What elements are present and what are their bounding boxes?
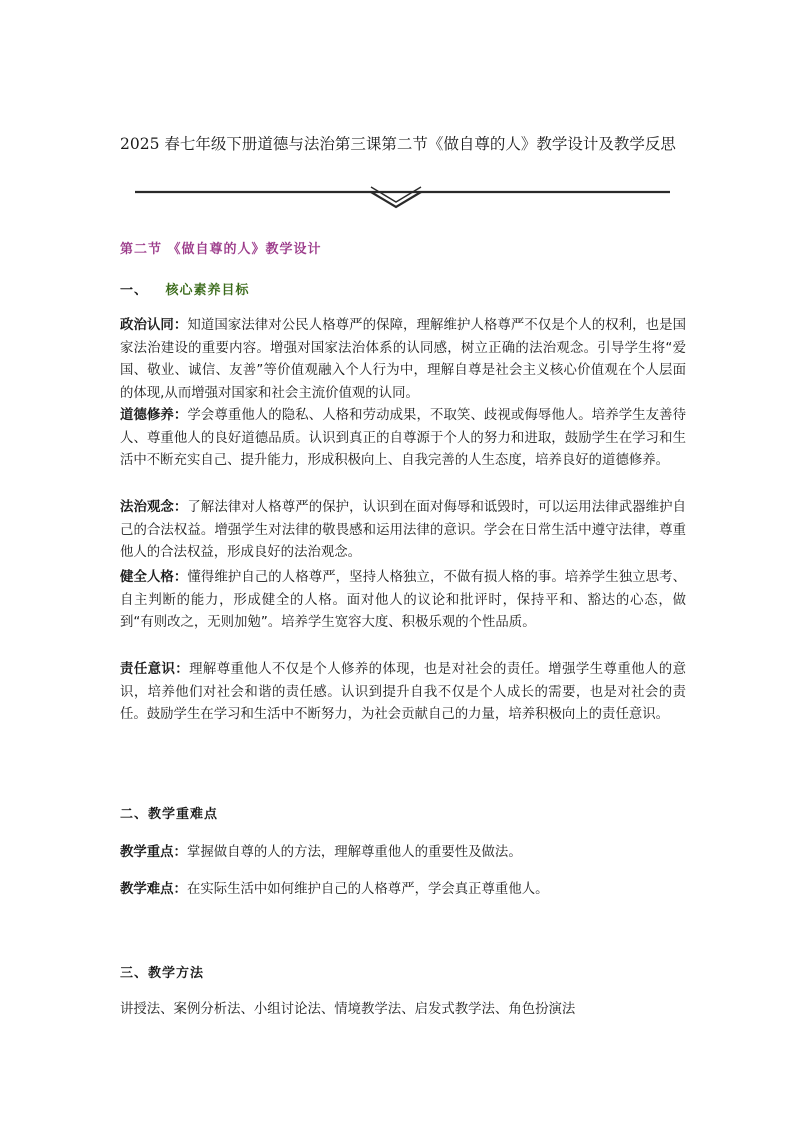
goal-moral-cultivation [120,405,686,473]
goal-legal-concept [120,497,686,565]
title-divider [135,181,670,209]
core-goals-heading [120,279,250,298]
goal-label: 法治观念： [120,500,188,515]
key-important-label: 教学重点： [120,845,187,860]
methods-text: 讲授法、案例分析法、小组讨论法、情境教学法、启发式教学法、角色扮演法 [120,1002,576,1017]
goal-label: 健全人格： [120,570,188,585]
goal-text: 懂得维护自己的人格尊严，坚持人格独立，不做有损人格的事。培养学生独立思考、自主判断的能力，形成健全的人格。面对他人的议论和批评时，保持平和、豁达的心态，做到“有则改之，无则加勉”。培养学生宽容大度、积极乐观的个性品质。 [120,570,687,630]
goal-sound-personality [120,567,686,635]
key-difficult [120,879,686,902]
keypoints-heading: 二、教学重难点 [120,807,219,822]
goal-text: 学会尊重他人的隐私、人格和劳动成果，不取笑、歧视或侮辱他人。培养学生友善待人、尊重他人的良好道德品质。认识到真正的自尊源于个人的努力和进取，鼓励学生在学习和生活中不断充实自己、提升能力，形成积极向上、自我完善的人生态度，培养良好的道德修养。 [120,408,687,468]
methods-heading: 三、教学方法 [120,966,205,981]
goal-text: 知道国家法律对公民人格尊严的保障，理解维护人格尊严不仅是个人的权利，也是国家法治建设的重要内容。增强对国家法治体系的认同感，树立正确的法治观念。引导学生将“爱国、敬业、诚信、友善”等价值观融入个人行为中，理解自尊是社会主义核心价值观在个人层面的体现,从而增强对国家和社会主流价值观的认同。 [120,318,687,401]
goal-text: 理解尊重他人不仅是个人修养的体现，也是对社会的责任。增强学生尊重他人的意识，培养他们对社会和谐的责任感。认识到提升自我不仅是个人成长的需要，也是对社会的责任。鼓励学生在学习和生活中不断努力，为社会贡献自己的力量，培养积极向上的责任意识。 [120,662,686,722]
goal-text: 了解法律对人格尊严的保护，认识到在面对侮辱和诋毁时，可以运用法律武器维护自己的合法权益。增强学生对法律的敬畏感和运用法律的意识。学会在日常生活中遵守法律，尊重他人的合法权益，形成良好的法治观念。 [120,500,687,560]
goal-label: 政治认同： [120,318,188,333]
core-goals-number: 一、 [120,283,149,298]
goal-label: 道德修养： [120,408,188,423]
key-difficult-text: 在实际生活中如何维护自己的人格尊严，学会真正尊重他人。 [186,882,549,897]
document-title: 2025 春七年级下册道德与法治第三课第二节《做自尊的人》教学设计及教学反思 [120,135,676,153]
goal-political-identity [120,315,686,405]
core-goals-title: 核心素养目标 [165,283,250,298]
key-important-text: 掌握做自尊的人的方法，理解尊重他人的重要性及做法。 [186,845,522,860]
section-title: 第二节 《做自尊的人》教学设计 [120,242,322,257]
key-important [120,842,686,865]
goal-responsibility [120,659,686,727]
key-difficult-label: 教学难点： [120,882,187,897]
goal-label: 责任意识： [120,662,190,677]
